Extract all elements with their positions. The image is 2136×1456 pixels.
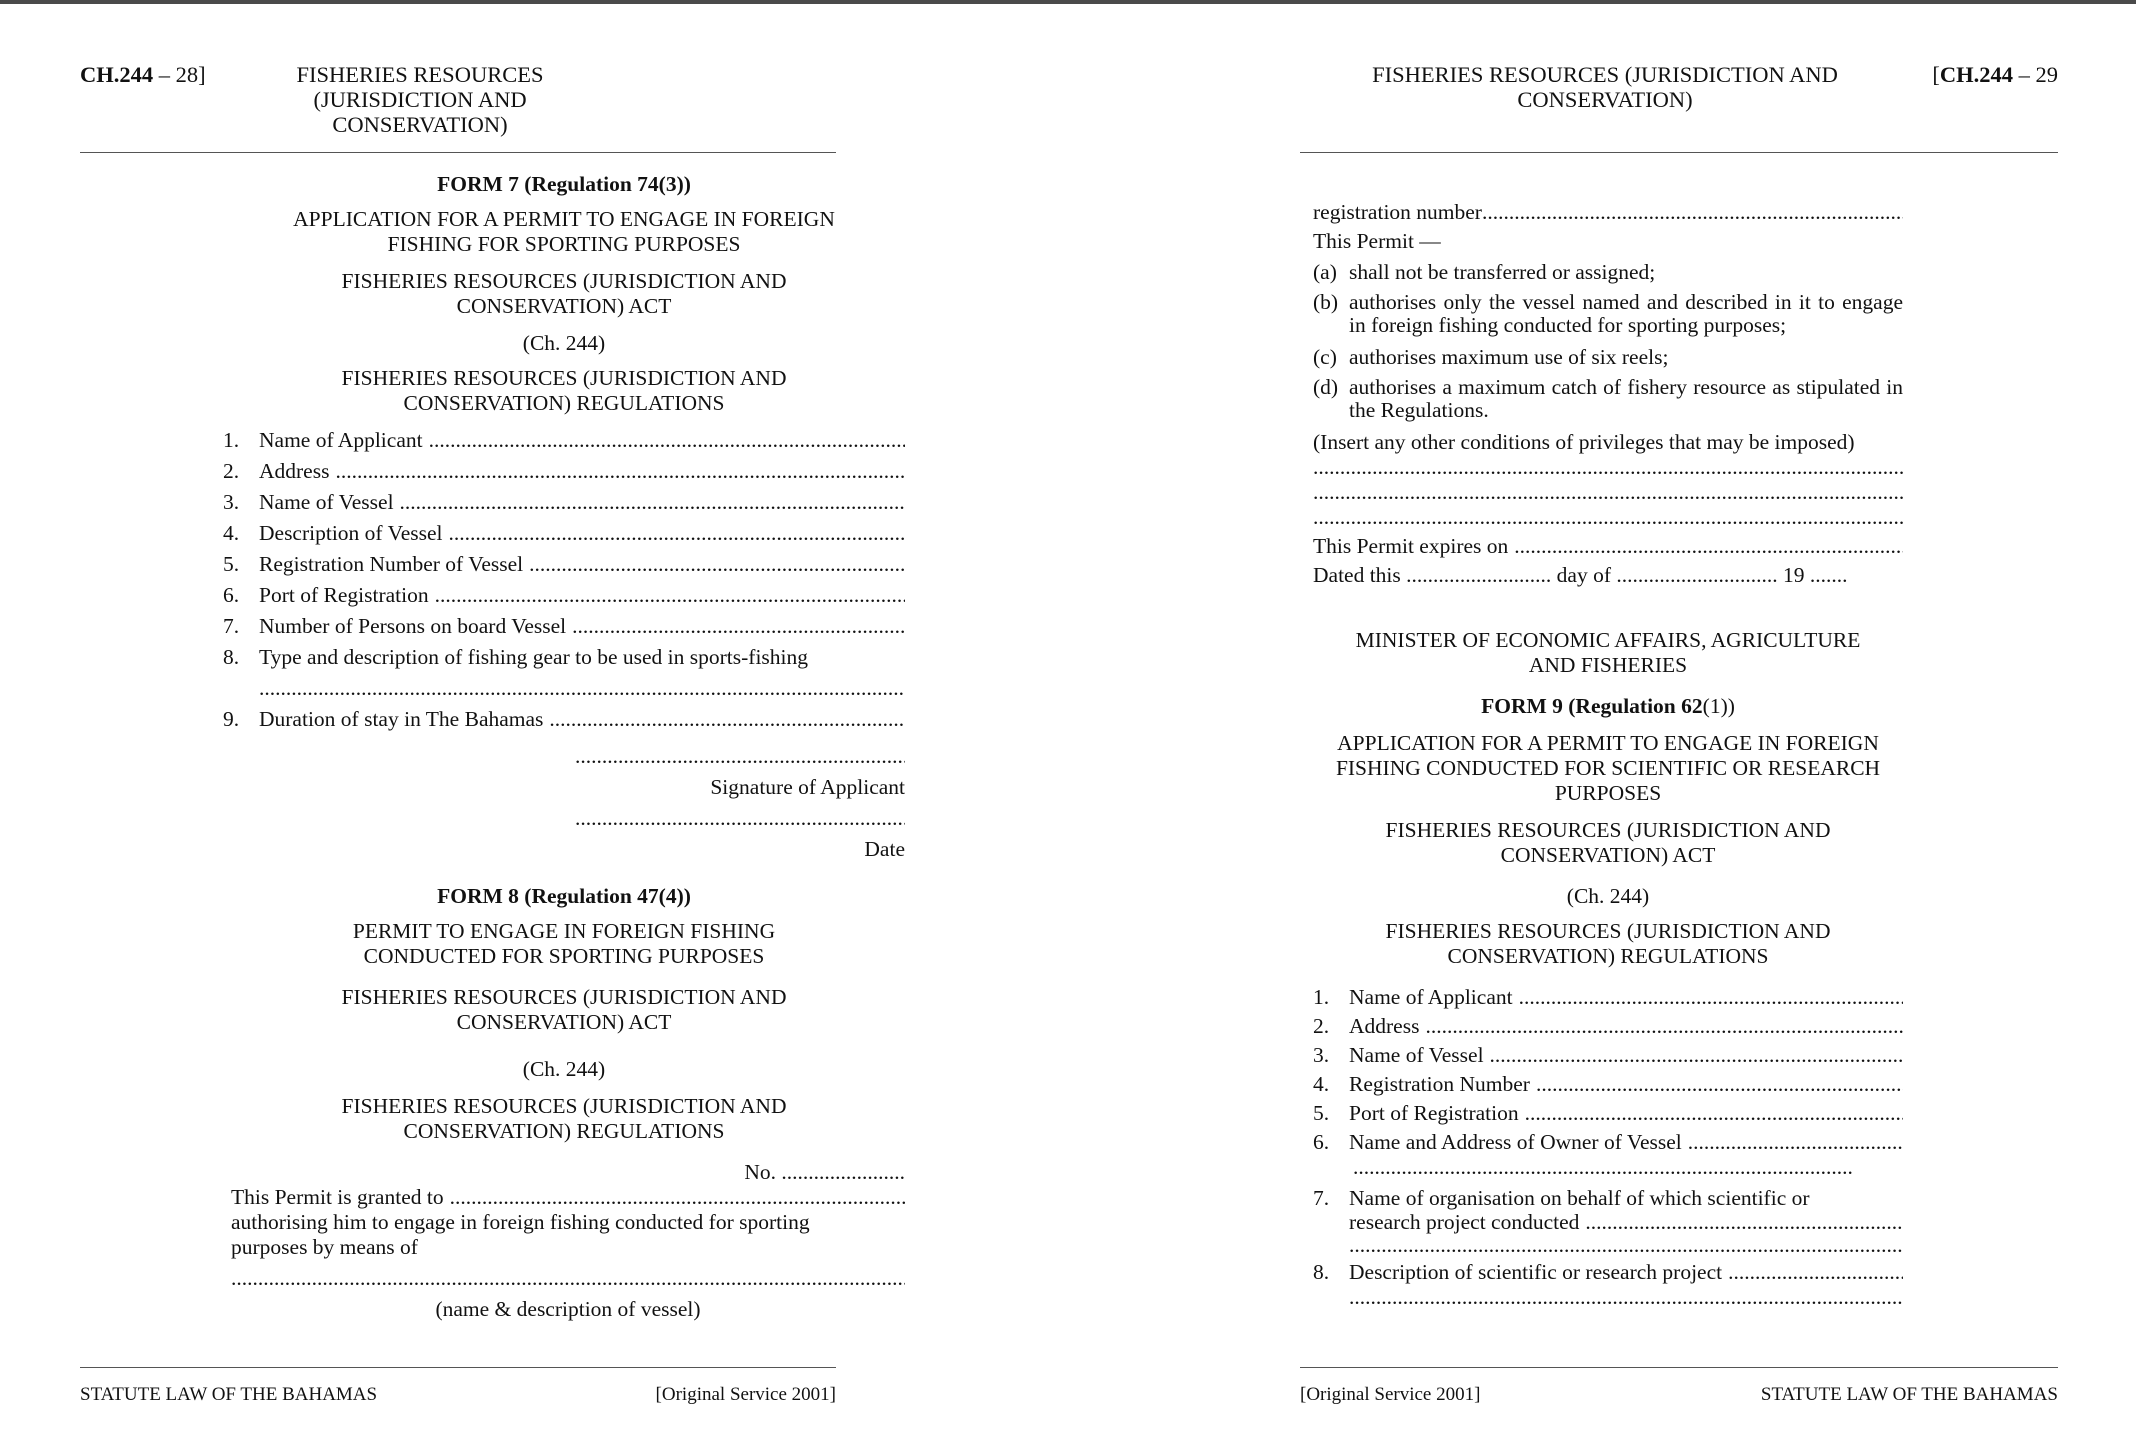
form9-chapter: (Ch. 244)	[1566, 884, 1650, 908]
form9-field-6: 6. Name and Address of Owner of Vessel .....	[1313, 1130, 1903, 1155]
form9-fields	[1313, 985, 1903, 1310]
page-header	[80, 60, 836, 137]
vessel-line	[231, 1266, 905, 1291]
form7-field-9: 9. Duration of stay in The Bahamas .....	[223, 707, 905, 738]
form7-field-2: 2. Address .....	[223, 459, 905, 490]
form8-title: PERMIT TO ENGAGE IN FOREIGN FISHING CONDUCTED FOR SPORTING PURPOSES	[352, 919, 776, 968]
signature-label: Signature of Applicant	[710, 775, 905, 799]
conditions-line-3	[1313, 505, 1903, 530]
granted-to-line: This Permit is granted to .....	[231, 1185, 905, 1210]
form8-act: FISHERIES RESOURCES (JURISDICTION AND CONSERVATION) ACT	[341, 985, 787, 1034]
running-title: FISHERIES RESOURCES (JURISDICTION AND CONSERVATION)	[1372, 62, 1838, 112]
form9-field-5: 5. Port of Registration .....	[1313, 1101, 1903, 1130]
form9-field-1: 1. Name of Applicant .....	[1313, 985, 1903, 1014]
form7-field-8: 8. Type and description of fishing gear to be used in sports-fishing	[223, 645, 809, 669]
form9-field-6-continuation	[1353, 1155, 1853, 1180]
footer-left: STATUTE LAW OF THE BAHAMAS	[80, 1384, 378, 1405]
form7-field-4: 4. Description of Vessel .....	[223, 521, 905, 552]
form9-field-4: 4. Registration Number .....	[1313, 1072, 1903, 1101]
form9-field-2: 2. Address .....	[1313, 1014, 1903, 1043]
running-title: FISHERIES RESOURCES (JURISDICTION AND CONSERVATION)	[296, 62, 544, 137]
footer-left: [Original Service 2001]	[1300, 1384, 1481, 1405]
form9-field-3: 3. Name of Vessel .....	[1313, 1043, 1903, 1072]
form8-regs: FISHERIES RESOURCES (JURISDICTION AND CONSERVATION) REGULATIONS	[341, 1094, 787, 1143]
footer-right: STATUTE LAW OF THE BAHAMAS	[1760, 1384, 2058, 1405]
conditions-line-1	[1313, 455, 1903, 480]
authorising-text: authorising him to engage in foreign fishing conducted for sporting purposes by means of	[231, 1210, 810, 1259]
form7-heading: FORM 7 (Regulation 74(3))	[437, 172, 691, 196]
footer-rule	[1300, 1367, 2058, 1368]
header-rule	[1300, 152, 2058, 153]
form7-field-5: 5. Registration Number of Vessel .....	[223, 552, 905, 583]
form7-field-3: 3. Name of Vessel .....	[223, 490, 905, 521]
footer-right: [Original Service 2001]	[655, 1384, 836, 1405]
date-label: Date	[864, 837, 905, 861]
granted-to-block	[223, 1185, 905, 1322]
condition-a: (a) shall not be transferred or assigned;	[1313, 260, 1656, 284]
form8-chapter: (Ch. 244)	[522, 1057, 606, 1081]
expires-line: This Permit expires on .....	[1313, 534, 1903, 559]
vessel-caption: (name & description of vessel)	[435, 1297, 701, 1321]
left-page	[80, 0, 905, 1456]
form7-field-8-continuation	[259, 676, 905, 707]
chapter-page-ref: CH.244 – 28]	[80, 62, 206, 87]
form7-field-7: 7. Number of Persons on board Vessel .....	[223, 614, 905, 645]
condition-c: (c) authorises maximum use of six reels;	[1313, 345, 1669, 369]
form9-heading: FORM 9 (Regulation 62(1))	[1481, 694, 1735, 718]
form7-regs: FISHERIES RESOURCES (JURISDICTION AND CONSERVATION) REGULATIONS	[341, 366, 787, 415]
form7-chapter: (Ch. 244)	[522, 331, 606, 355]
form9-regs: FISHERIES RESOURCES (JURISDICTION AND CONSERVATION) REGULATIONS	[1385, 919, 1831, 968]
page-body	[1313, 200, 1903, 1310]
form7-field-1: 1. Name of Applicant .....	[223, 428, 905, 459]
form7-act: FISHERIES RESOURCES (JURISDICTION AND CONSERVATION) ACT	[341, 269, 787, 318]
minister-signature: MINISTER OF ECONOMIC AFFAIRS, AGRICULTURE AND FISHERIES	[1355, 628, 1861, 677]
header-rule	[80, 152, 836, 153]
form9-field-8-continuation	[1349, 1285, 1903, 1310]
footer-rule	[80, 1367, 836, 1368]
form9-field-7-continuation	[1349, 1233, 1903, 1258]
right-page	[1300, 0, 2058, 1456]
insert-conditions-note: (Insert any other conditions of privileges that may be imposed)	[1313, 430, 1855, 454]
form9-title: APPLICATION FOR A PERMIT TO ENGAGE IN FOREIGN FISHING CONDUCTED FOR SCIENTIFIC OR RESEARCH PURPOSES	[1335, 731, 1881, 805]
registration-number-line: registration number .....	[1313, 200, 1903, 225]
form7-field-6: 6. Port of Registration .....	[223, 583, 905, 614]
page-header	[1300, 60, 2058, 120]
form9-act: FISHERIES RESOURCES (JURISDICTION AND CONSERVATION) ACT	[1385, 818, 1831, 867]
dated-line: Dated this ........................... day of .............................. 19 .......	[1313, 563, 1848, 587]
chapter-page-ref: [CH.244 – 29	[1932, 62, 2058, 87]
form8-heading: FORM 8 (Regulation 47(4))	[437, 884, 691, 908]
conditions-line-2	[1313, 480, 1903, 505]
this-permit-label: This Permit —	[1313, 229, 1441, 253]
condition-d: (d) authorises a maximum catch of fishery resource as stipulated in the Regulations.	[1313, 375, 1903, 422]
form9-field-8: 8. Description of scientific or research project .....	[1313, 1260, 1903, 1285]
page-body	[223, 172, 905, 1322]
signature-line	[575, 744, 905, 769]
condition-b: (b) authorises only the vessel named and described in it to engage in foreign fishing conducted for sporting purposes;	[1313, 290, 1903, 337]
form9-field-7-line-2: research project conducted .....	[1349, 1210, 1903, 1233]
date-line	[575, 806, 905, 831]
permit-number: No. .......................	[744, 1160, 905, 1184]
form7-title: APPLICATION FOR A PERMIT TO ENGAGE IN FOREIGN FISHING FOR SPORTING PURPOSES	[293, 207, 835, 256]
form7-fields	[223, 428, 905, 738]
form9-field-7: 7. Name of organisation on behalf of which scientific or	[1313, 1186, 1810, 1210]
